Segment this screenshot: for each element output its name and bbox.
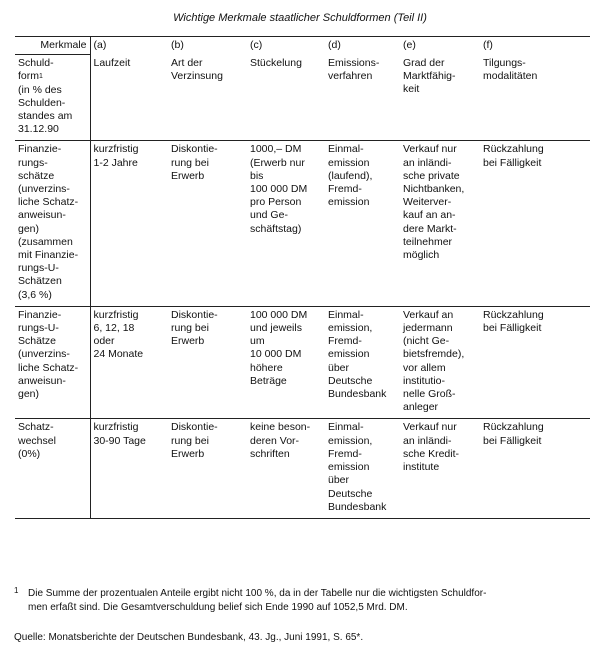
cell-laufzeit: kurzfristig 1-2 Jahre [90,141,168,306]
row-name: Finanzie- rungs-U- Schätze (unverzins- liche Schatz- anweisun- gen) [15,306,90,419]
col-b-label: Art der Verzinsung [171,56,223,82]
col-d-letter: (d) [325,37,400,55]
schuldform-header [15,55,90,141]
col-f-letter: (f) [480,37,590,55]
table-row [15,141,590,306]
column-label-row [15,55,590,141]
row-name: Finanzie- rungs- schätze (unverzins- liche Schatz- anweisun- gen) (zusammen mit Finanzie- rungs-U- Schätzen (3,6 %) [15,141,90,306]
col-d-label: Emissions- verfahren [328,56,380,82]
cell-emission: Einmal- emission, Fremd- emission über Deutsche Bundesbank [325,306,400,419]
footnote-ref: 1 [39,73,43,81]
cell-marktfaehigkeit: Verkauf an jedermann (nicht Ge- bietsfremde), vor allem institutio- nelle Groß- anleger [400,306,480,419]
cell-emission: Einmal- emission, Fremd- emission über Deutsche Bundesbank [325,419,400,518]
footnote [14,587,594,615]
cell-stueckelung: keine beson- deren Vor- schriften [247,419,325,518]
source-note: Quelle: Monatsberichte der Deutschen Bundesbank, 43. Jg., Juni 1991, S. 65*. [14,632,364,643]
col-e-letter: (e) [400,37,480,55]
footnote-text: Die Summe der prozentualen Anteile ergibt nicht 100 %, da in der Tabelle nur die wichtigsten Schuldfor- men erfaßt sind. Die Gesamtverschuldung belief sich Ende 1990 auf 1052,5 Mrd. DM. [28,588,487,613]
schuldform-label: Schuld- form [18,57,54,83]
col-f-label: Tilgungs- modalitäten [483,56,538,82]
cell-verzinsung: Diskontie- rung bei Erwerb [168,306,247,419]
col-b-letter: (b) [168,37,247,55]
cell-tilgung: Rückzahlung bei Fälligkeit [480,419,590,518]
cell-tilgung: Rückzahlung bei Fälligkeit [480,141,590,306]
cell-tilgung: Rückzahlung bei Fälligkeit [480,306,590,419]
cell-marktfaehigkeit: Verkauf nur an inländi- sche Kredit- institute [400,419,480,518]
cell-marktfaehigkeit: Verkauf nur an inländi- sche private Nichtbanken, Weiterver- kauf an an- dere Markt- teilnehmer möglich [400,141,480,306]
col-e-label: Grad der Marktfähig- keit [403,56,456,96]
merkmale-label: Merkmale [15,37,90,55]
cell-verzinsung: Diskontie- rung bei Erwerb [168,141,247,306]
col-a-letter: (a) [90,37,168,55]
footnote-mark: 1 [14,586,19,595]
row-name: Schatz- wechsel (0%) [15,419,90,518]
schuldformen-table [15,36,590,519]
table-row [15,306,590,419]
table-title: Wichtige Merkmale staatlicher Schuldformen (Teil II) [173,12,427,24]
cell-laufzeit: kurzfristig 30-90 Tage [90,419,168,518]
col-c-letter: (c) [247,37,325,55]
column-letter-row [15,37,590,55]
cell-verzinsung: Diskontie- rung bei Erwerb [168,419,247,518]
cell-laufzeit: kurzfristig 6, 12, 18 oder 24 Monate [90,306,168,419]
cell-emission: Einmal- emission (laufend), Fremd- emission [325,141,400,306]
schuldform-label-rest: (in % des Schulden- standes am 31.12.90 [18,83,73,136]
col-c-label: Stückelung [250,56,302,69]
table-row [15,419,590,518]
col-a-label: Laufzeit [93,56,131,69]
cell-stueckelung: 100 000 DM und jeweils um 10 000 DM höhere Beträge [247,306,325,419]
cell-stueckelung: 1000,– DM (Erwerb nur bis 100 000 DM pro Person und Ge- schäftstag) [247,141,325,306]
